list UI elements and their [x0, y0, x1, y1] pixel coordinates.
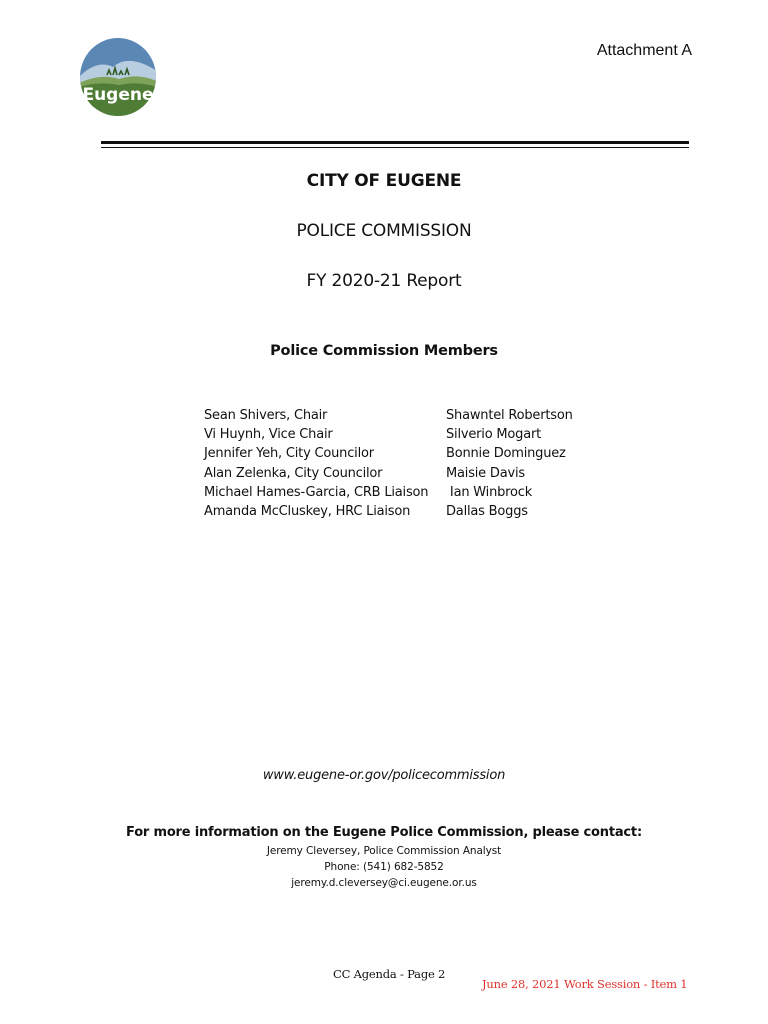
members-column-right: [446, 406, 573, 521]
members-column-left: [204, 406, 428, 521]
header-rule-thin: [101, 147, 689, 148]
members-heading: Police Commission Members: [270, 343, 498, 359]
member-name: Sean Shivers, Chair: [204, 408, 328, 423]
member-name: Michael Hames-Garcia, CRB Liaison: [204, 484, 429, 500]
member-name: Shawntel Robertson: [446, 408, 573, 423]
commission-url[interactable]: www.eugene-or.gov/policecommission: [262, 768, 506, 783]
footer-session-label: June 28, 2021 Work Session - Item 1: [482, 977, 688, 991]
header-rule: [101, 141, 689, 144]
contact-heading: For more information on the Eugene Police Commission, please contact:: [126, 825, 642, 840]
member-name: Maisie Davis: [446, 465, 525, 481]
contact-name: Jeremy Cleversey, Police Commission Analyst: [266, 845, 502, 857]
logo-text: Eugene: [82, 85, 154, 105]
contact-email[interactable]: jeremy.d.cleversey@ci.eugene.or.us: [291, 877, 477, 889]
contact-phone: Phone: (541) 682-5852: [324, 861, 444, 873]
eugene-logo: [79, 37, 157, 117]
member-name: Bonnie Dominguez: [446, 446, 566, 462]
member-name: Jennifer Yeh, City Councilor: [204, 446, 374, 462]
commission-title: POLICE COMMISSION: [296, 221, 472, 241]
member-name: Ian Winbrock: [446, 484, 533, 500]
member-name: Amanda McCluskey, HRC Liaison: [204, 504, 411, 520]
city-title: CITY OF EUGENE: [306, 171, 462, 191]
member-name: Dallas Boggs: [446, 504, 528, 520]
member-name: Vi Huynh, Vice Chair: [204, 427, 333, 443]
report-title: FY 2020-21 Report: [306, 271, 462, 291]
member-name: Alan Zelenka, City Councilor: [204, 465, 383, 481]
attachment-label: Attachment A: [596, 42, 692, 59]
member-name: Silverio Mogart: [446, 427, 542, 443]
footer-page-label: CC Agenda - Page 2: [333, 967, 446, 981]
